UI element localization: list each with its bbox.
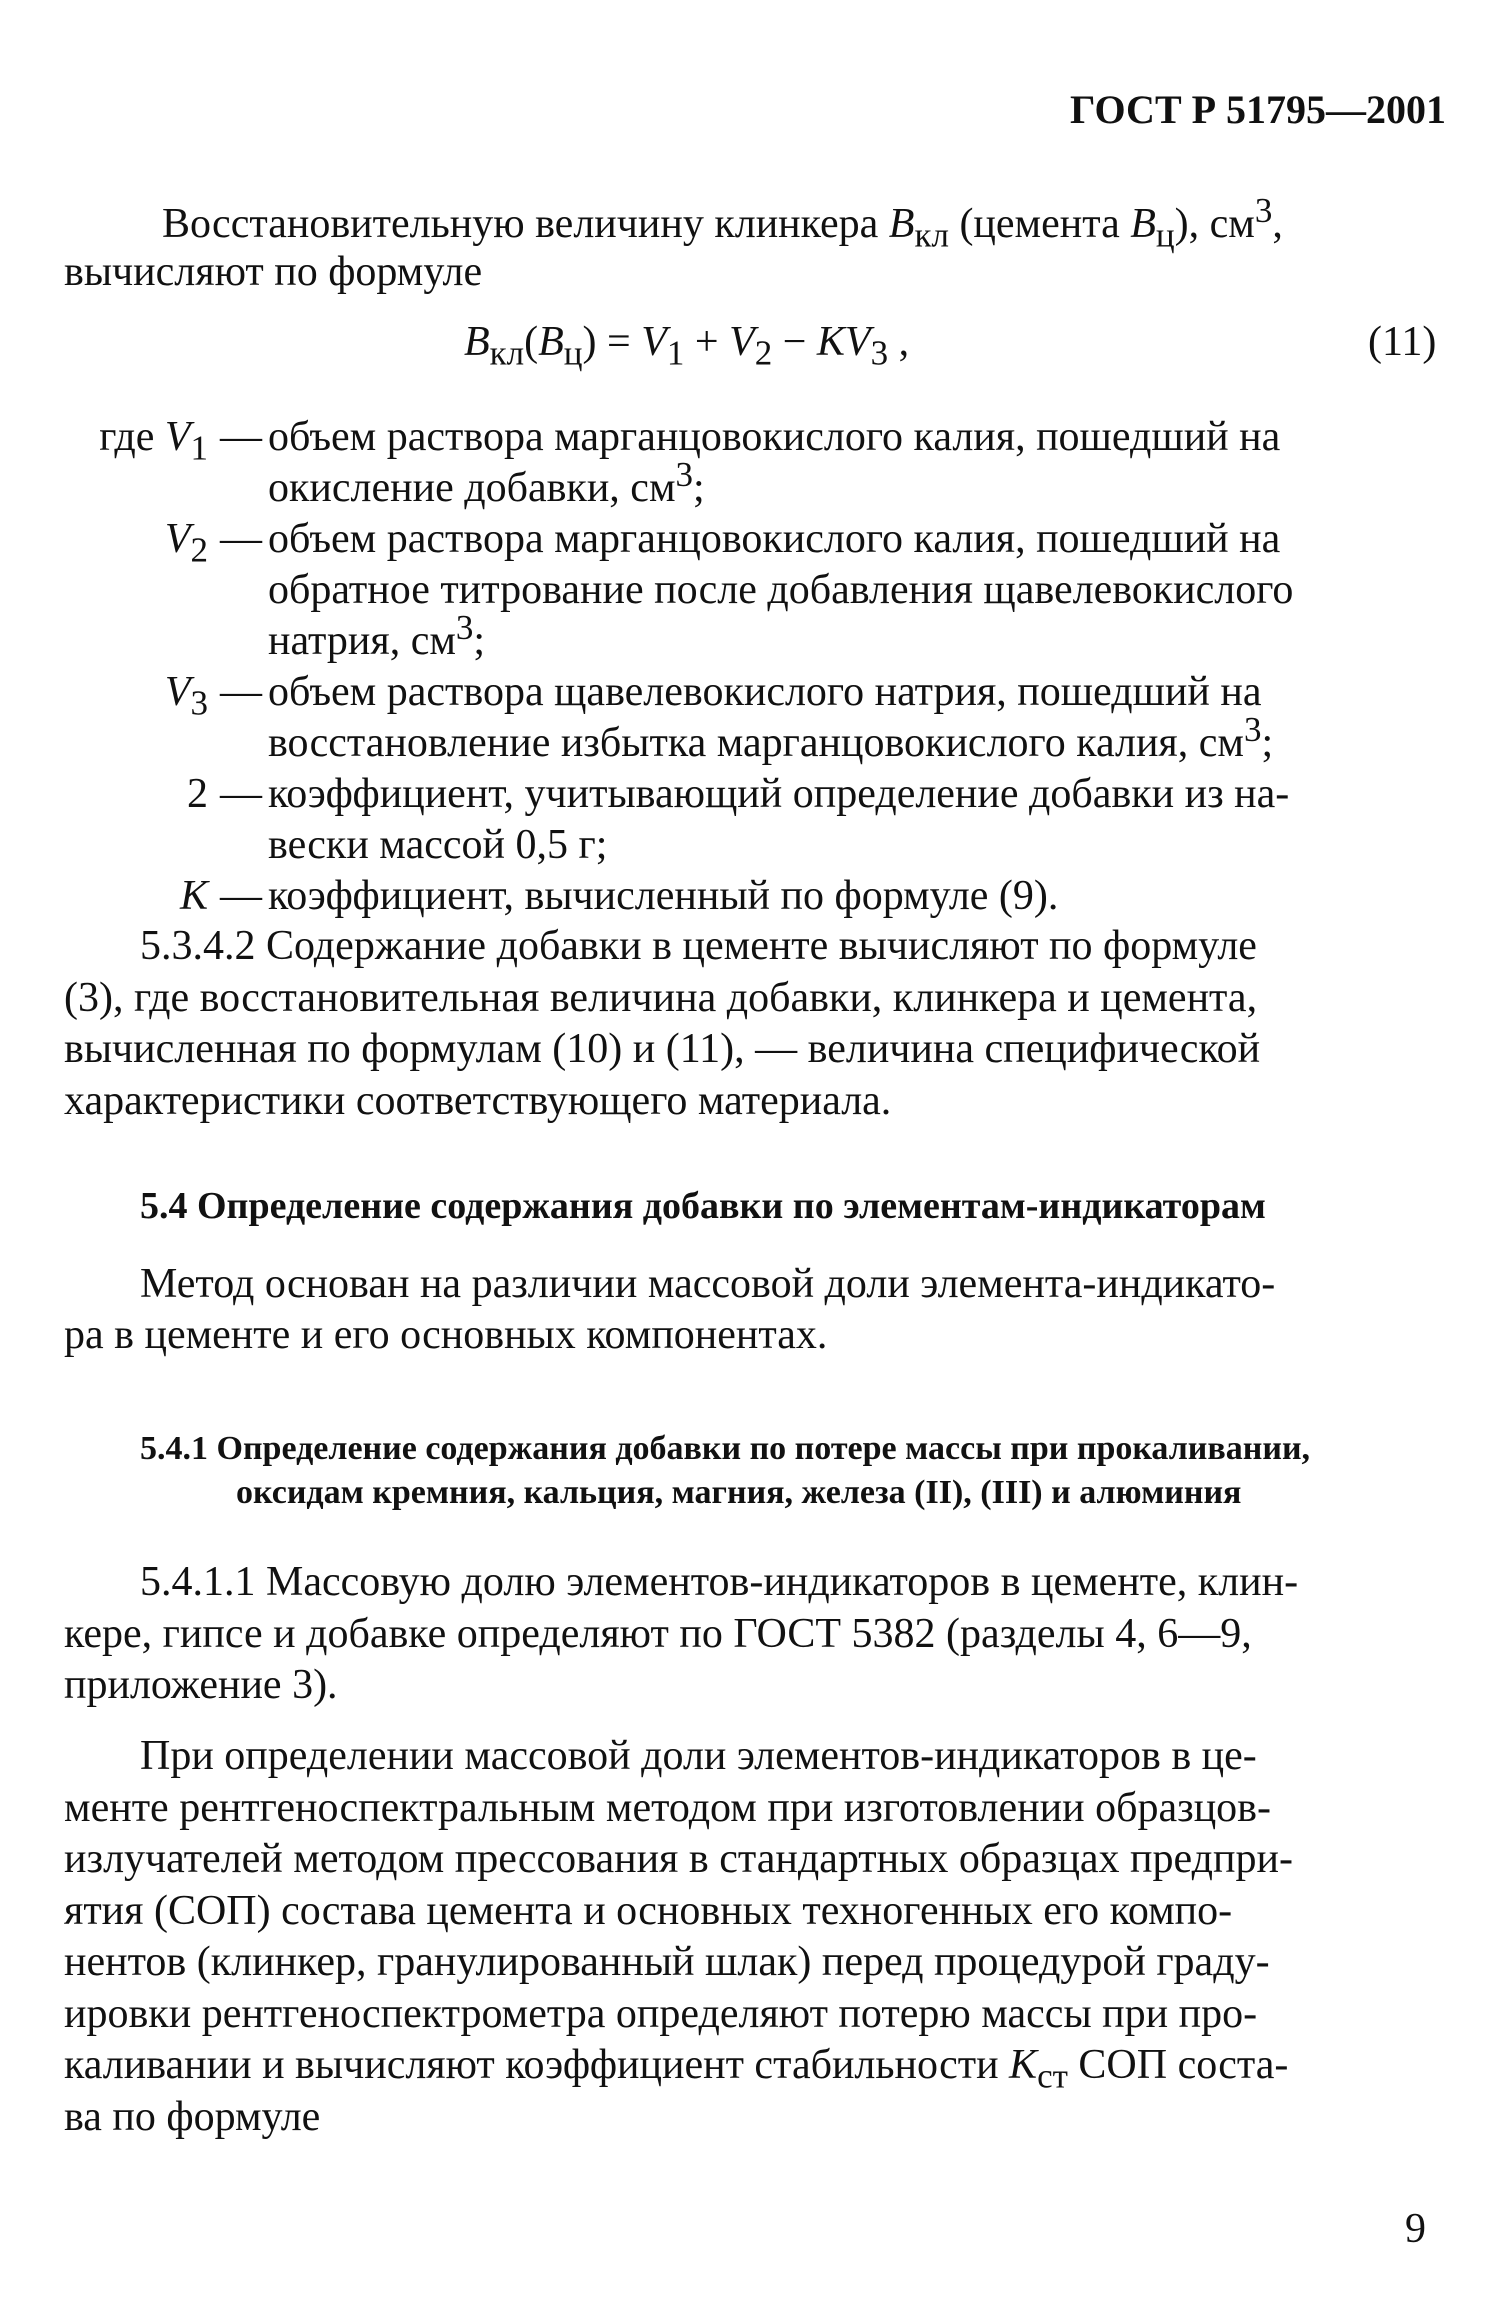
intro-text-2: (цемента	[948, 201, 1131, 247]
definition-desc-v1-line-2-end: ;	[693, 465, 705, 511]
section-5-4-line-1: Метод основан на различии массовой доли элемента-индикато-	[140, 1261, 1276, 1307]
formula-11	[464, 318, 910, 373]
para-5411-line-1: 5.4.1.1 Массовую долю элементов-индикаторов в цементе, клин-	[140, 1559, 1299, 1605]
definition-dash-k: —	[220, 873, 262, 919]
term-v2: V	[164, 516, 191, 562]
para-5411-line-3: приложение 3).	[64, 1662, 338, 1708]
para-last-line-7-after: СОП соста-	[1067, 2042, 1289, 2088]
para-last-line-7-before: каливании и вычисляют коэффициент стабильности	[64, 2042, 1010, 2088]
term-v3: V	[164, 669, 191, 715]
formula-kv3: KV	[816, 319, 871, 365]
formula-minus: −	[772, 319, 817, 365]
definition-desc-v1-line-2-text: окисление добавки, см	[268, 465, 676, 511]
subscript-kl: кл	[914, 215, 949, 255]
term-v2-sub: 2	[190, 530, 208, 570]
coefficient-k-subscript: ст	[1037, 2056, 1068, 2096]
intro-text-3: ), см	[1174, 201, 1255, 247]
para-last-line-8: ва по формуле	[64, 2094, 321, 2140]
para-5342-line-2: (3), где восстановительная величина добавки, клинкера и цемента,	[64, 975, 1258, 1021]
definition-desc-2-line-1: коэффициент, учитывающий определение добавки из на-	[268, 771, 1290, 817]
formula-v2-sub: 2	[754, 333, 773, 373]
page-number: 9	[1405, 2206, 1426, 2252]
where-label: где	[99, 414, 165, 460]
definition-desc-v2-line-3-text: натрия, см	[268, 618, 456, 664]
intro-line-2: вычисляют по формуле	[64, 249, 483, 295]
definition-dash-2: —	[220, 771, 262, 817]
para-last-line-4: ятия (СОП) состава цемента и основных техногенных его компо-	[64, 1888, 1233, 1934]
formula-open-paren: (	[524, 319, 539, 365]
definition-desc-v2-sup: 3	[455, 608, 474, 647]
para-last-line-7	[64, 2039, 1289, 2096]
definition-desc-v2-line-1: объем раствора марганцовокислого калия, пошедший на	[268, 516, 1281, 562]
para-last-line-3: излучателей методом прессования в стандартных образцах предпри-	[64, 1836, 1293, 1882]
formula-number-11: (11)	[1368, 319, 1437, 365]
subscript-ts: ц	[1155, 215, 1175, 255]
definition-row-k	[64, 871, 1449, 922]
formula-v2: V	[729, 319, 755, 365]
formula-b-sub: кл	[489, 333, 525, 373]
definition-desc-v3-line-2-text: восстановление избытка марганцовокислого калия, см	[268, 720, 1244, 766]
definition-desc-v3-line-2-end: ;	[1261, 720, 1274, 766]
section-5-4-1-heading-line-1: 5.4.1 Определение содержания добавки по потере массы при прокаливании,	[140, 1430, 1311, 1467]
para-5342-line-1: 5.3.4.2 Содержание добавки в цементе вычисляют по формуле	[140, 923, 1257, 969]
definition-dash-v1: —	[220, 414, 262, 460]
term-v1-sub: 1	[190, 428, 208, 468]
standard-header: ГОСТ Р 51795—2001	[1070, 87, 1447, 132]
definition-row-v2	[64, 514, 1449, 667]
definition-term-k	[64, 871, 214, 922]
definition-row-v3	[64, 667, 1449, 769]
formula-b2: В	[538, 319, 564, 365]
definition-desc-v3-sup: 3	[1243, 710, 1262, 749]
intro-text-4: ,	[1272, 201, 1283, 247]
definition-list	[64, 412, 1449, 922]
para-5342-line-4: характеристики соответствующего материала.	[64, 1078, 892, 1124]
definition-desc-v3	[268, 667, 1449, 769]
formula-v1: V	[641, 319, 667, 365]
section-5-4-1-heading-line-2: оксидам кремния, кальция, магния, железа (II), (III) и алюминия	[236, 1474, 1242, 1511]
term-2: 2	[187, 771, 208, 817]
definition-desc-v2-line-3-end: ;	[473, 618, 486, 664]
definition-row-v1	[64, 412, 1449, 514]
definition-desc-2-line-2: вески массой 0,5 г;	[268, 822, 608, 868]
para-5342-line-3: вычисленная по формулам (10) и (11), — величина специфической	[64, 1026, 1261, 1072]
definition-dash-v2: —	[220, 516, 262, 562]
definition-term-v1	[64, 412, 214, 468]
intro-text-1: Восстановительную величину клинкера	[162, 201, 889, 247]
para-5411-line-2: кере, гипсе и добавке определяют по ГОСТ 5382 (разделы 4, 6—9,	[64, 1611, 1252, 1657]
definition-desc-v2-line-2: обратное титрование после добавления щавелевокислого	[268, 567, 1294, 613]
definition-term-v2	[64, 514, 214, 570]
definition-desc-v2-line-3	[268, 608, 1449, 667]
definition-desc-2	[268, 769, 1449, 871]
coefficient-k-symbol: K	[1009, 2042, 1038, 2088]
definition-desc-v1-line-1: объем раствора марганцовокислого калия, пошедший на	[268, 414, 1281, 460]
section-5-4-heading: 5.4 Определение содержания добавки по элементам-индикаторам	[140, 1185, 1266, 1227]
para-last-line-2: менте рентгеноспектральным методом при изготовлении образцов-	[64, 1785, 1271, 1831]
para-last-line-5: нентов (клинкер, гранулированный шлак) перед процедурой граду-	[64, 1939, 1270, 1985]
definition-desc-v1-sup: 3	[675, 455, 694, 494]
intro-line-1	[162, 191, 1283, 255]
definition-desc-v3-line-1: объем раствора щавелевокислого натрия, пошедший на	[268, 669, 1262, 715]
definition-desc-v1	[268, 412, 1449, 514]
definition-term-2	[64, 769, 214, 820]
definition-desc-v3-line-2	[268, 710, 1449, 769]
term-v1: V	[164, 414, 191, 460]
formula-kv3-sub: 3	[870, 333, 889, 373]
definition-row-2	[64, 769, 1449, 871]
definition-term-v3	[64, 667, 214, 723]
definition-desc-v1-line-2	[268, 455, 1449, 514]
formula-b: В	[464, 319, 490, 365]
formula-close-paren: )	[582, 319, 597, 365]
formula-plus: +	[684, 319, 730, 365]
para-last-line-6: ировки рентгеноспектрометра определяют потерю массы при про-	[64, 1991, 1258, 2037]
superscript-3: 3	[1254, 191, 1273, 230]
term-k: K	[179, 873, 208, 919]
formula-equals: =	[596, 319, 642, 365]
term-v3-sub: 3	[190, 683, 208, 723]
definition-dash-v3: —	[220, 669, 262, 715]
para-last-line-1: При определении массовой доли элементов-индикаторов в це-	[140, 1733, 1257, 1779]
definition-desc-k	[268, 871, 1449, 922]
formula-v1-sub: 1	[666, 333, 685, 373]
definition-desc-v2	[268, 514, 1449, 667]
symbol-b-kl: В	[888, 201, 915, 247]
definition-desc-k-line-1: коэффициент, вычисленный по формуле (9).	[268, 873, 1059, 919]
section-5-4-line-2: ра в цементе и его основных компонентах.	[64, 1312, 828, 1358]
formula-b2-sub: ц	[563, 333, 583, 373]
symbol-b-ts: В	[1130, 201, 1156, 247]
formula-comma: ,	[888, 319, 910, 365]
